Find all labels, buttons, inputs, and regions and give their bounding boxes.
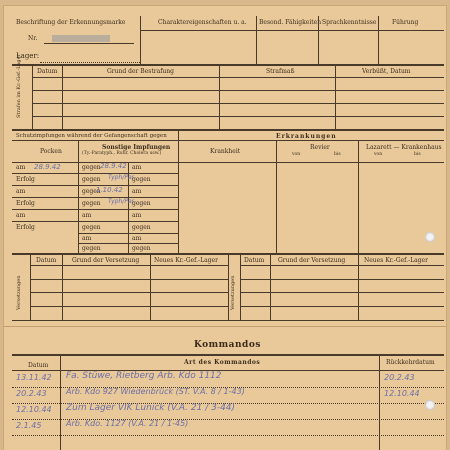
punch-hole-upper: [425, 232, 435, 242]
kommando-1-rueck: 20.2.43: [384, 373, 415, 382]
strafen-verbuesst: Verbüßt, Datum: [362, 68, 411, 75]
impf-rule-5: [12, 221, 178, 222]
strafen-head-rule: [32, 77, 444, 78]
header-lager-label: Lager:: [16, 52, 40, 60]
vers-r-rule-0: [240, 265, 444, 266]
header-nr-label: Nr.: [28, 35, 38, 42]
impf-row2-m: gegen: [82, 176, 101, 183]
impf-row3-r: am: [132, 188, 142, 195]
erk-laz-von: von: [374, 152, 383, 157]
impf-row2-l: Erfolg: [16, 176, 35, 183]
impf-row3-m: gegen: [82, 188, 101, 195]
vers-div-r0: [240, 254, 241, 320]
strafen-bottom-rule: [12, 129, 444, 131]
impf-row1-r: am: [132, 164, 142, 171]
impf-row4-r: gegen: [132, 200, 151, 207]
punch-hole-lower: [425, 400, 435, 410]
vers-neues-l: Neues Kr.-Gef.-Lager: [154, 257, 218, 264]
header-erkennungsmarke: Beschriftung der Erkennungsmarke: [16, 19, 126, 26]
erk-krankheit: Krankheit: [210, 148, 241, 155]
vers-div-l0: [30, 254, 31, 320]
strafen-div-2: [219, 65, 220, 129]
strafen-div-side: [32, 65, 33, 129]
vers-neues-r: Neues Kr.-Gef.-Lager: [364, 257, 428, 264]
strafen-row-1: [32, 90, 444, 91]
vers-side-label-left: Versetzungen: [16, 275, 22, 310]
impf-row1-l: am: [16, 164, 26, 171]
impfungen-sonstige-sub: (Ty.-Paratyph., Ruhr, Cholera usw.): [82, 151, 162, 156]
kommandos-title: Kommandos: [194, 340, 261, 350]
erk-div-1: [276, 140, 277, 253]
impf-row4-m: gegen: [82, 200, 101, 207]
vers-bottom-rule: [12, 320, 444, 321]
strafen-div-1: [62, 65, 63, 129]
vers-r-rule-3: [240, 306, 444, 307]
kommandos-rueck-header: Rückkehrdatum: [386, 359, 435, 366]
vers-side-label-right: Versetzungen: [230, 275, 236, 310]
prisoner-record-card: [4, 6, 446, 450]
vers-grund-l: Grund der Versetzung: [72, 257, 140, 264]
impf-row5-m: am: [82, 212, 92, 219]
impf-rule-7: [78, 243, 178, 244]
kommando-1-art: Fa. Stüwe, Rietberg Arb. Kdo 1112: [66, 371, 222, 381]
strafen-div-3: [335, 65, 336, 129]
strafen-row-2: [32, 103, 444, 104]
vers-div-r2: [358, 254, 359, 320]
impf-head-rule: [12, 162, 444, 163]
vers-grund-r: Grund der Versetzung: [278, 257, 346, 264]
kommando-4-datum: 2.1.45: [16, 421, 42, 430]
erkrankungen-title: Erkrankungen: [276, 133, 337, 140]
lager-dotted-line: [40, 62, 140, 63]
header-sprachen: Sprachkenntnisse: [322, 19, 377, 26]
impf-row6-r: gegen: [132, 224, 151, 231]
header-div-2: [256, 16, 257, 64]
impf-row5-r: am: [132, 212, 142, 219]
kommandos-datum-header: Datum: [28, 362, 49, 369]
impf-rule-3: [12, 197, 178, 198]
erk-revier: Revier: [310, 144, 330, 151]
hand-pocken-am: 28.9.42: [34, 163, 61, 171]
strafen-datum: Datum: [37, 68, 58, 75]
strafen-grund: Grund der Bestrafung: [107, 68, 174, 75]
erk-revier-von: von: [292, 152, 301, 157]
kommando-2-art: Arb. Kdo 927 Wiedenbrück (ST. V.A. 8 / 1-43): [66, 387, 245, 396]
header-div-1: [140, 16, 141, 64]
impf-row1-m: gegen: [82, 164, 101, 171]
vers-div-r1: [270, 254, 271, 320]
header-div-3: [318, 16, 319, 64]
kommando-3-art: Zum Lager VIK Lunick (V.A. 21 / 3-44): [66, 403, 236, 413]
vers-div-l1: [62, 254, 63, 320]
impfungen-title: Schutzimpfungen während der Gefangenschaft gegen: [16, 133, 167, 139]
impf-row5-l: am: [16, 212, 26, 219]
strafen-strafmass: Strafmaß: [266, 68, 295, 75]
impf-row3-l: am: [16, 188, 26, 195]
impf-row6-m: gegen: [82, 224, 101, 231]
nr-redaction: [52, 35, 110, 42]
vers-l-rule-0: [30, 265, 228, 266]
vers-div-mid: [228, 254, 229, 320]
kommando-2-datum: 20.2.43: [16, 389, 47, 398]
header-underline: [140, 30, 444, 31]
erk-lazarett: Lazarett — Krankenhaus: [366, 144, 442, 151]
vers-datum-l: Datum: [36, 257, 57, 264]
hand-r1-am: 28.9.42: [100, 162, 127, 170]
erk-div-2: [358, 140, 359, 253]
fold-line: [4, 326, 446, 327]
impf-erk-divider: [178, 130, 179, 253]
nr-line: [44, 43, 134, 44]
erk-revier-bis: bis: [334, 152, 341, 157]
header-faehigkeiten: Besond. Fähigkeiten: [259, 19, 322, 26]
hand-r4-gegen: Typh/Par: [108, 198, 135, 205]
kommando-2-rueck: 12.10.44: [384, 389, 420, 398]
vers-l-rule-3: [30, 306, 228, 307]
impf-row2-r: gegen: [132, 176, 151, 183]
impf-row4-l: Erfolg: [16, 200, 35, 207]
hand-r2-gegen: Typh/Par: [108, 174, 135, 181]
vers-r-rule-2: [240, 292, 444, 293]
impf-rule-1: [12, 173, 178, 174]
impf-row7-m: am: [82, 235, 92, 242]
impf-row6-l: Erfolg: [16, 224, 35, 231]
impf-title-rule: [12, 140, 444, 141]
kommandos-art-header: Art des Kommandos: [184, 359, 261, 366]
kommando-4-art: Arb. Kdo. 1127 (V.A. 21 / 1-45): [66, 419, 189, 428]
header-bottom-rule: [12, 64, 444, 66]
hand-r3-am: 1.10.42: [96, 186, 123, 194]
impf-row8-m: gegen: [82, 245, 101, 252]
vers-l-rule-1: [30, 279, 228, 280]
erk-laz-bis: bis: [414, 152, 421, 157]
kommandos-row-rule-4: [12, 435, 444, 436]
kommando-3-datum: 12.10.44: [16, 405, 52, 414]
strafen-row-3: [32, 116, 444, 117]
vers-l-rule-2: [30, 292, 228, 293]
impfungen-pocken: Pocken: [40, 148, 62, 155]
header-charakter: Charaktereigenschaften u. a.: [158, 19, 247, 26]
impf-rule-2: [12, 185, 178, 186]
header-div-4: [378, 16, 379, 64]
impf-rule-4: [12, 209, 178, 210]
impf-row8-r: gegen: [132, 245, 151, 252]
impf-rule-6: [78, 233, 178, 234]
strafen-side-label: Strafen im Kr.-Gef.-Lager: [16, 54, 22, 118]
impfungen-sonstige: Sonstige Impfungen: [102, 144, 171, 151]
impf-row7-r: am: [132, 235, 142, 242]
vers-r-rule-1: [240, 279, 444, 280]
kommando-1-datum: 13.11.42: [16, 373, 52, 382]
vers-div-l2: [150, 254, 151, 320]
header-fuehrung: Führung: [392, 19, 419, 26]
vers-datum-r: Datum: [244, 257, 265, 264]
